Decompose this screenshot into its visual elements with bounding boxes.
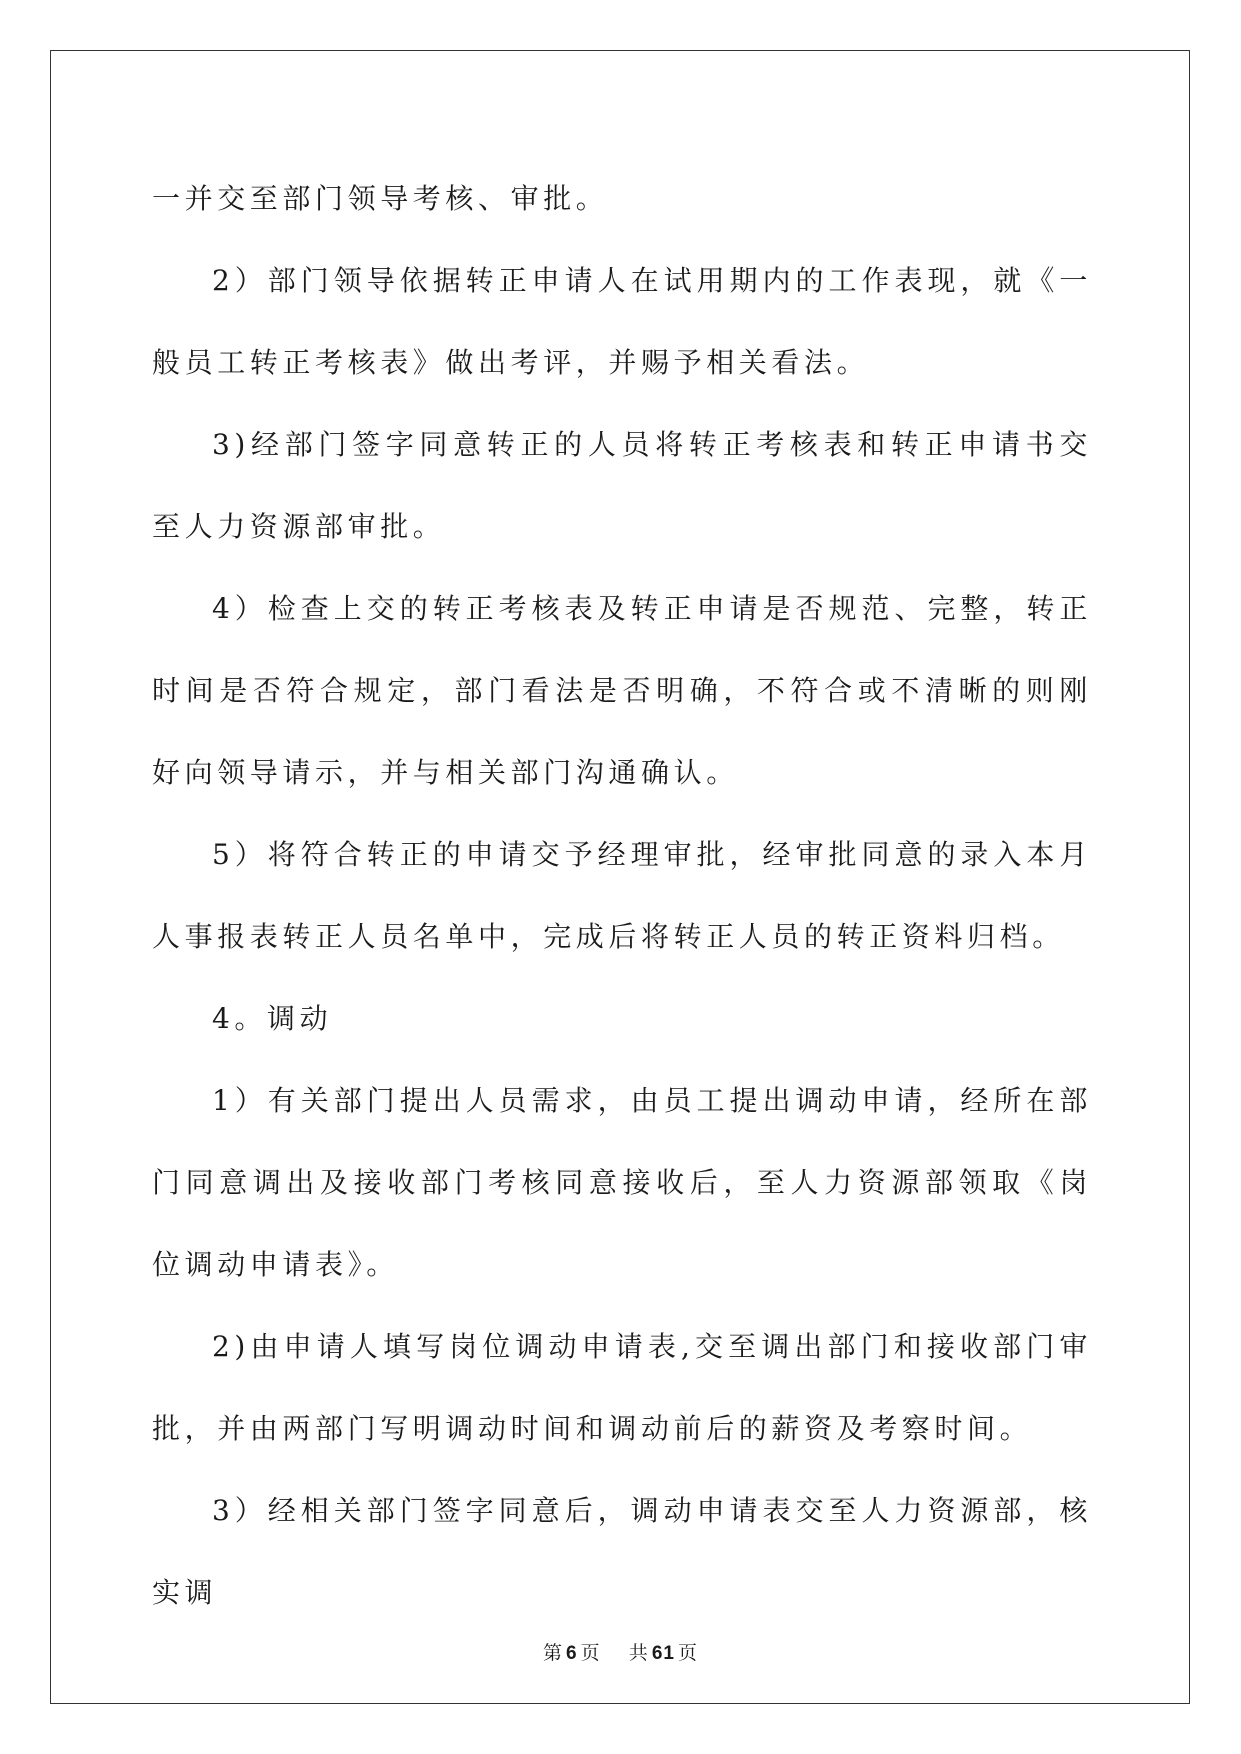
paragraph: 一并交至部门领导考核、审批。 (152, 182, 609, 215)
paragraph: 2)由申请人填写岗位调动申请表,交至调出部门和接收部门审批，并由两部门写明调动时间和调动前后的薪资及考察时间。 (152, 1330, 1092, 1445)
document-body (152, 158, 1092, 1634)
footer-page-word: 页 (580, 1642, 601, 1664)
paragraph: 1）有关部门提出人员需求，由员工提出调动申请，经所在部门同意调出及接收部门考核同意接收后，至人力资源部领取《岗位调动申请表》。 (152, 1084, 1092, 1281)
paragraph: 3)经部门签字同意转正的人员将转正考核表和转正申请书交至人力资源部审批。 (152, 428, 1092, 543)
paragraph: 4）检查上交的转正考核表及转正申请是否规范、完整，转正时间是否符合规定，部门看法是否明确，不符合或不清晰的则刚好向领导请示，并与相关部门沟通确认。 (152, 592, 1092, 789)
paragraph: 3）经相关部门签字同意后，调动申请表交至人力资源部，核实调 (152, 1494, 1092, 1609)
footer-total-suffix: 页 (677, 1642, 698, 1664)
current-page-number: 6 (566, 1643, 578, 1664)
paragraph: 5）将符合转正的申请交予经理审批，经审批同意的录入本月人事报表转正人员名单中，完成后将转正人员的转正资料归档。 (152, 838, 1092, 953)
page-footer (0, 1638, 1241, 1665)
total-page-number: 61 (651, 1643, 675, 1664)
footer-prefix: 第 (543, 1642, 564, 1664)
footer-total-prefix: 共 (628, 1642, 649, 1664)
paragraph: 2）部门领导依据转正申请人在试用期内的工作表现，就《一般员工转正考核表》做出考评，并赐予相关看法。 (152, 264, 1092, 379)
section-heading: 4。调动 (212, 1002, 333, 1035)
